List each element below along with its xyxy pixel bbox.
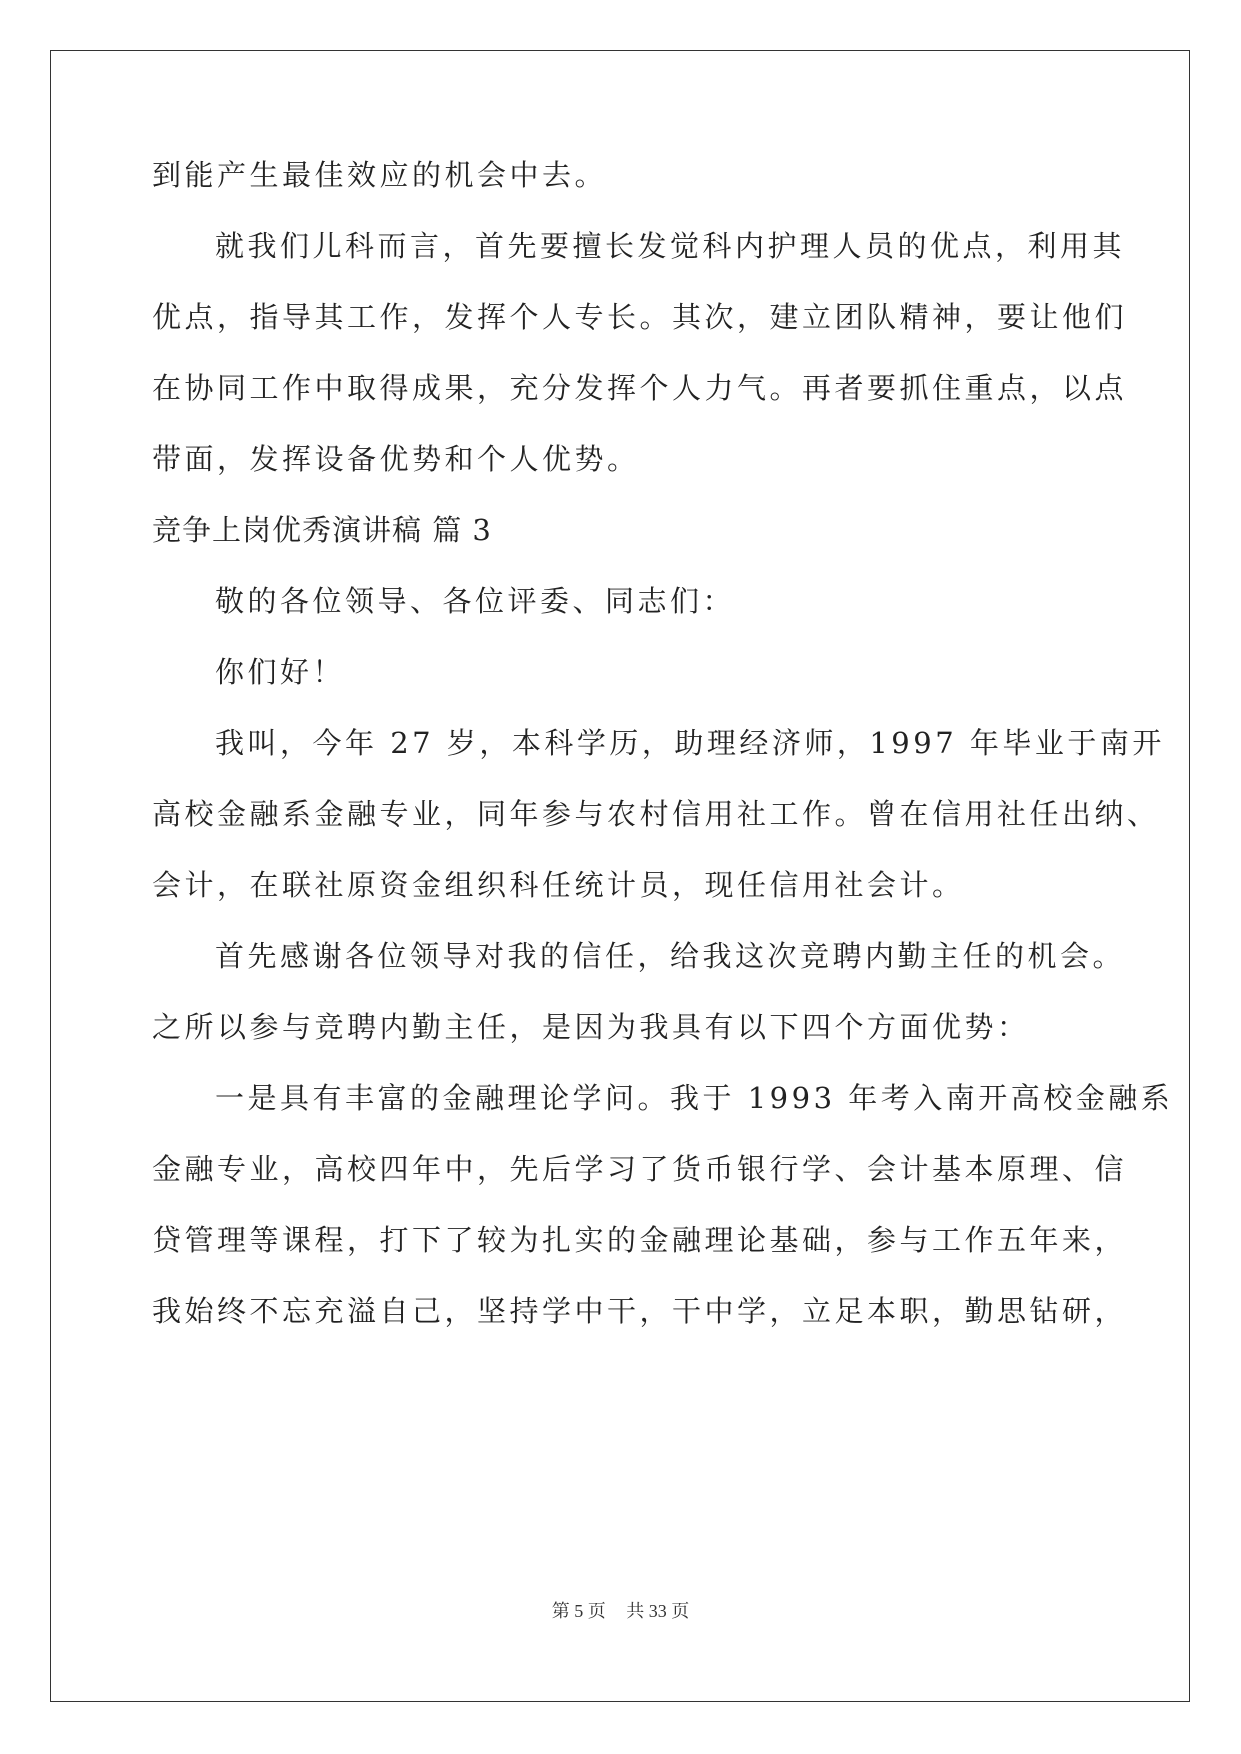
text-line: 会计，在联社原资金组织科任统计员，现任信用社会计。 bbox=[152, 868, 965, 902]
text-line: 到能产生最佳效应的机会中去。 bbox=[152, 158, 608, 192]
page-number: 第 5 页 bbox=[551, 1601, 606, 1621]
salutation-line: 敬的各位领导、各位评委、同志们： bbox=[215, 584, 736, 618]
text-line: 之所以参与竞聘内勤主任，是因为我具有以下四个方面优势： bbox=[152, 1010, 1030, 1044]
section-heading: 竞争上岗优秀演讲稿 篇 3 bbox=[152, 513, 492, 547]
paragraph-start-line: 我叫，今年 27 岁，本科学历，助理经济师，1997 年毕业于南开 bbox=[215, 726, 1165, 760]
text-line: 优点，指导其工作，发挥个人专长。其次，建立团队精神，要让他们 bbox=[152, 300, 1128, 334]
page-footer bbox=[0, 1597, 1241, 1623]
paragraph-start-line: 就我们儿科而言，首先要擅长发觉科内护理人员的优点，利用其 bbox=[215, 229, 1126, 263]
paragraph-start-line: 首先感谢各位领导对我的信任，给我这次竞聘内勤主任的机会。 bbox=[215, 939, 1126, 973]
text-line: 带面，发挥设备优势和个人优势。 bbox=[152, 442, 640, 476]
text-line: 我始终不忘充溢自己，坚持学中干，干中学，立足本职，勤思钻研， bbox=[152, 1294, 1128, 1328]
greeting-line: 你们好！ bbox=[215, 655, 346, 689]
text-line: 在协同工作中取得成果，充分发挥个人力气。再者要抓住重点，以点 bbox=[152, 371, 1128, 405]
text-line: 贷管理等课程，打下了较为扎实的金融理论基础，参与工作五年来， bbox=[152, 1223, 1128, 1257]
paragraph-start-line: 一是具有丰富的金融理论学问。我于 1993 年考入南开高校金融系 bbox=[215, 1081, 1174, 1115]
page-total: 共 33 页 bbox=[626, 1601, 690, 1621]
text-line: 高校金融系金融专业，同年参与农村信用社工作。曾在信用社任出纳、 bbox=[152, 797, 1160, 831]
text-line: 金融专业，高校四年中，先后学习了货币银行学、会计基本原理、信 bbox=[152, 1152, 1128, 1186]
